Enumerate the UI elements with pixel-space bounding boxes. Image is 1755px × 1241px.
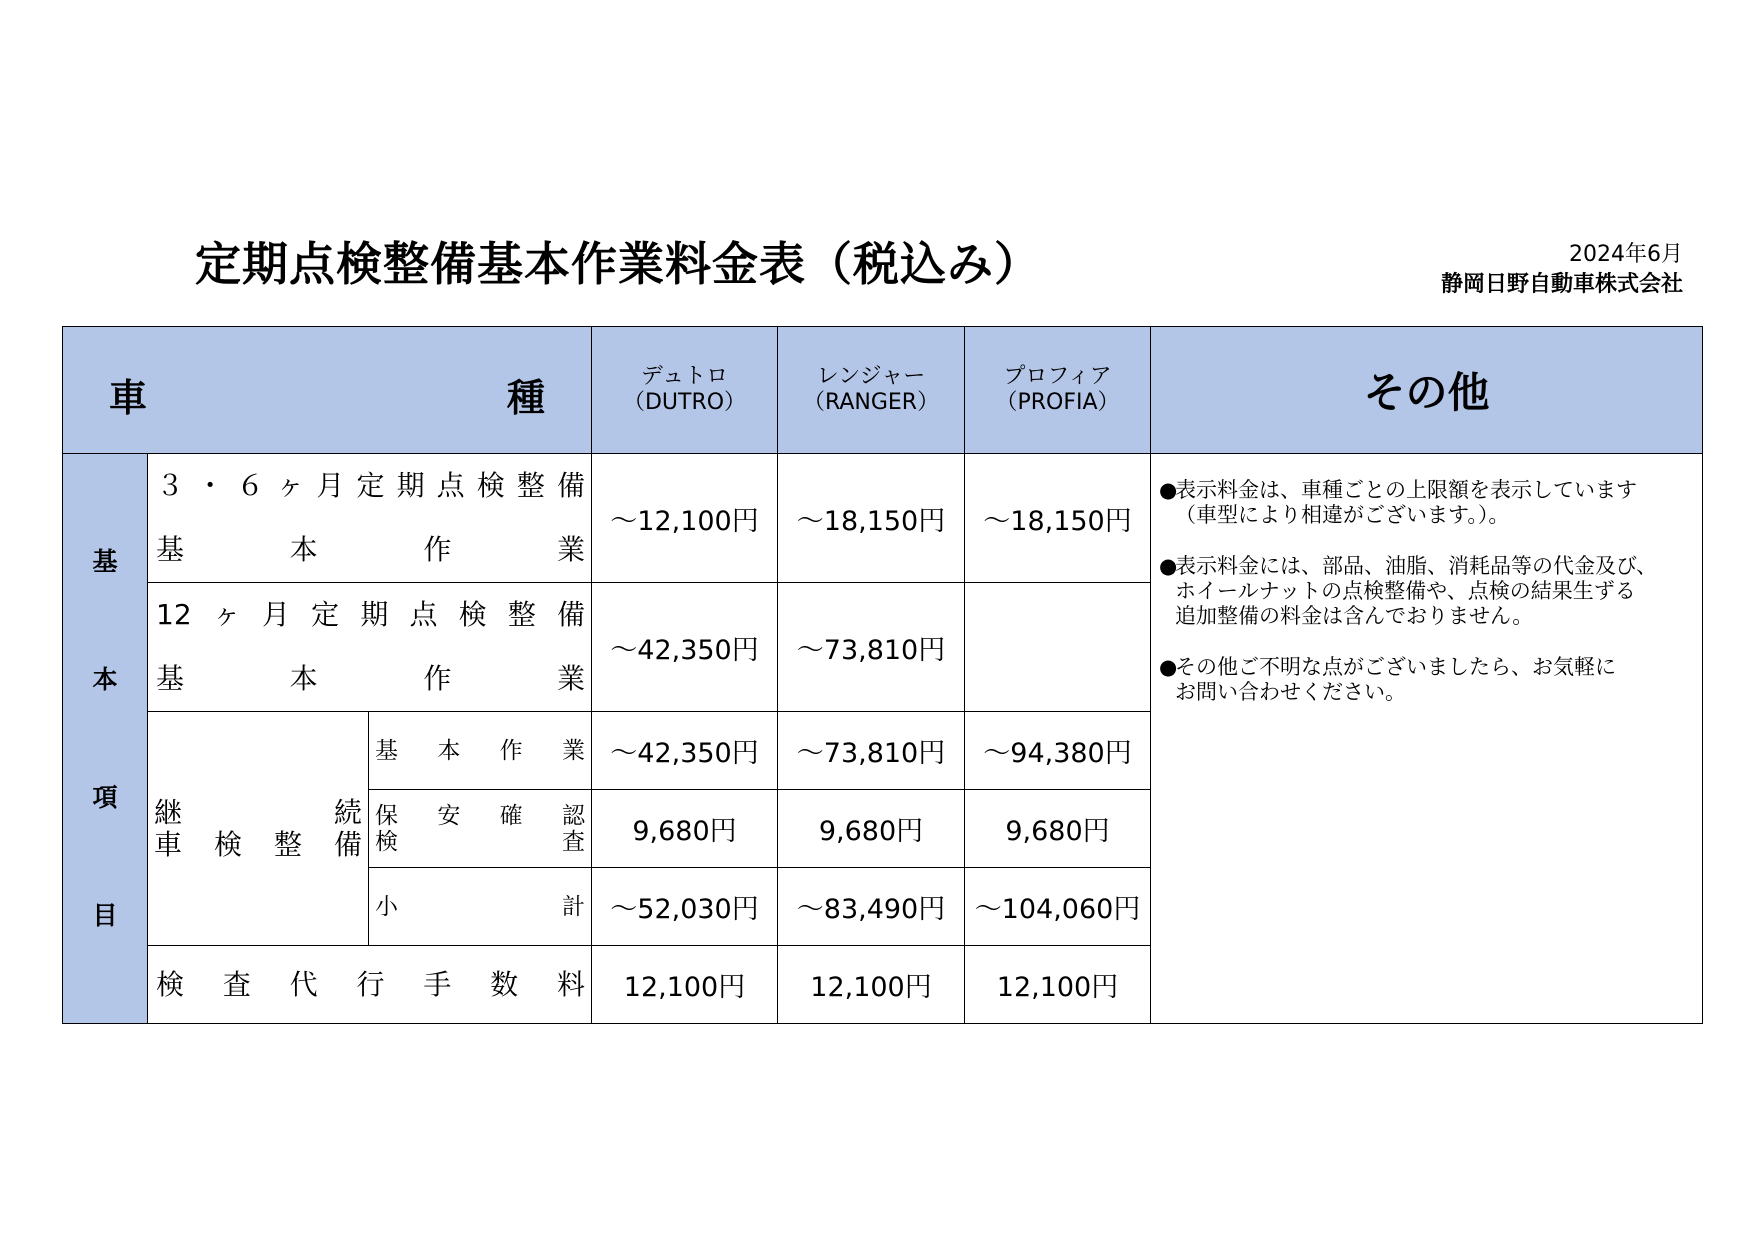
header-row	[63, 327, 1703, 454]
price-fee-dutro: 12,100円	[592, 946, 778, 1024]
notes-cell	[1151, 454, 1703, 1024]
header-model-dutro: デュトロ （DUTRO）	[592, 327, 778, 454]
header-model-profia: プロフィア （PROFIA）	[965, 327, 1151, 454]
price-basic-dutro: ～42,350円	[592, 712, 778, 790]
price-12-profia	[965, 583, 1151, 712]
item-36-line2: 基 本 作 業	[156, 533, 585, 566]
item-continuous-inspection: 継 続 車 検 整 備	[148, 712, 369, 946]
price-12-ranger: ～73,810円	[778, 583, 965, 712]
item-12-line2: 基 本 作 業	[156, 662, 585, 695]
subitem-basic-work: 基 本 作 業	[369, 712, 592, 790]
item-12-line1: 12 ヶ 月 定 期 点 検 整 備	[156, 598, 586, 631]
note-3: ●その他ご不明な点がございましたら、お気軽に お問い合わせください。	[1159, 655, 1617, 704]
item-12-month-inspection	[148, 583, 592, 712]
price-basic-ranger: ～73,810円	[778, 712, 965, 790]
note-2: ●表示料金には、部品、油脂、消耗品等の代金及び、 ホイールナットの点検整備や、点検の結果生ずる 追加整備の料金は含んでおりません。	[1159, 554, 1658, 628]
item-inspection-agency-fee: 検 査 代 行 手 数 料	[148, 946, 592, 1024]
subitem-subtotal: 小 計	[369, 868, 592, 946]
price-36-dutro: ～12,100円	[592, 454, 778, 583]
table-row-36-month	[63, 454, 1703, 583]
price-subtotal-profia: ～104,060円	[965, 868, 1151, 946]
price-fee-ranger: 12,100円	[778, 946, 965, 1024]
price-safety-profia: 9,680円	[965, 790, 1151, 868]
company-name: 静岡日野自動車株式会社	[1440, 272, 1683, 297]
price-basic-profia: ～94,380円	[965, 712, 1151, 790]
item-36-month-inspection	[148, 454, 592, 583]
page-title: 定期点検整備基本作業料金表（税込み）	[195, 237, 1041, 291]
price-subtotal-dutro: ～52,030円	[592, 868, 778, 946]
fee-table	[62, 326, 1703, 1024]
price-safety-dutro: 9,680円	[592, 790, 778, 868]
price-fee-profia: 12,100円	[965, 946, 1151, 1024]
note-1: ●表示料金は、車種ごとの上限額を表示しています （車型により相違がございます。）。	[1159, 478, 1638, 527]
price-36-ranger: ～18,150円	[778, 454, 965, 583]
subitem-safety-check: 保 安 確 認 検 査	[369, 790, 592, 868]
price-36-profia: ～18,150円	[965, 454, 1151, 583]
item-36-line1: ３ ・ ６ ヶ 月 定 期 点 検 整 備	[156, 469, 585, 502]
issue-date: 2024年6月	[1569, 242, 1683, 267]
price-subtotal-ranger: ～83,490円	[778, 868, 965, 946]
sidebar-basic-items: 基 本 項 目	[63, 454, 148, 1024]
header-model-ranger: レンジャー （RANGER）	[778, 327, 965, 454]
header-other: その他	[1151, 327, 1703, 454]
document-meta	[1441, 240, 1683, 300]
header-vehicle-type: 車 種	[63, 327, 592, 454]
price-12-dutro: ～42,350円	[592, 583, 778, 712]
price-safety-ranger: 9,680円	[778, 790, 965, 868]
